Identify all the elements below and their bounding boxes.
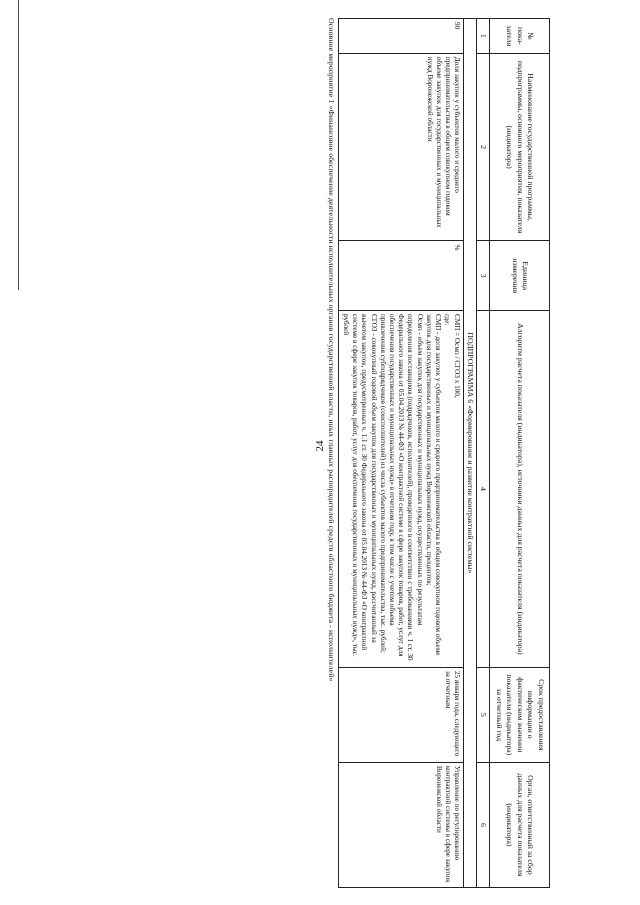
column-number: 2 [477, 53, 490, 241]
subprogram-title: ПОДПРОГРАММА 6 «Формирование и развитие контрактной системы» [464, 19, 477, 888]
indicator-algorithm [338, 310, 464, 667]
column-number: 3 [477, 241, 490, 311]
column-number: 6 [477, 762, 490, 887]
header-responsible: Орган, ответственный за сбор данных для расчета показателя (индикатора) [490, 762, 550, 887]
table-row [338, 19, 464, 888]
rotated-page-area [60, 18, 550, 888]
indicator-deadline: 25 января года, следующего за отчетным [338, 667, 464, 762]
document-table-container [60, 18, 550, 888]
indicator-name: Доля закупок у субъектов малого и среднего предпринимательства в общем совокупном годовом объеме закупок для государственных и муниципальных нужд Воронежской области [338, 53, 464, 241]
formula: СМП = Осмп / СГОЗ х 100, [453, 313, 462, 398]
column-number: 5 [477, 667, 490, 762]
indicator-unit: % [338, 241, 464, 311]
indicator-responsible: Управление по регулированию контрактной системы в сфере закупок Воронежской области [338, 762, 464, 887]
row-number: 90 [338, 19, 464, 54]
main-activity-line: Основное мероприятие 1 «Финансовое обеспечение деятельности исполнительных органов государственной власти, иных главных распорядителей средств областного бюджета - исполнителей» [326, 18, 336, 682]
definition-sgoz: СГОЗ - совокупный годовой объем закупок для государственных и муниципальных нужд, рассчитанный за вычетом закупок, предусмотренных ч. 1.1 ст. 30 Федерального закона от 05.04.2013 № 44-ФЗ «О контрактной системе в сфере закупок товаров, работ, услуг для обеспечения государственных и муниципальных нужд», тыс. рублей [341, 313, 378, 657]
page-number: 24 [314, 440, 326, 452]
column-number-row [477, 19, 490, 888]
header-unit: Единица измерения [490, 241, 550, 311]
subprogram-row [464, 19, 477, 888]
footer-divider [18, 0, 19, 290]
definition-smp: СМП - доля закупок у субъектов малого и среднего предпринимательства в общем совокупном годовом объеме закупок для государственных и муниципальных нужд Воронежской области, процентов; [424, 313, 443, 656]
column-number: 1 [477, 19, 490, 54]
header-row [490, 19, 550, 888]
header-name: Наименование государственной программы, подпрограммы, основного мероприятия, показателя (индикатора) [490, 53, 550, 241]
header-algorithm: Алгоритм расчета показателя (индикатора), источники данных для расчета показателя (индикатора) [490, 310, 550, 667]
definition-osmp: Осмп - объем закупок для государственных и муниципальных нужд, осуществленных по результатам определения поставщиков (подрядчиков, исполнителей), проведенного в соответствии с требованиями ч. 1 ст. 30 Федерального закона от 05.04.2013 № 44-ФЗ «О контрактной системе в сфере закупок товаров, работ, услуг для обеспечения государственных и муниципальных нужд» в отчетном году, в том числе с учетом объема привлечения субподрядчиков (соисполнителей) из числа субъектов малого предпринимательства, тыс. рублей; [378, 313, 424, 661]
column-number: 4 [477, 310, 490, 667]
header-indicator-number: № пока-зателя [490, 19, 550, 54]
header-deadline: Срок предоставления информации о фактическом значении показателя (индикатора) за отчетный год [490, 667, 550, 762]
formula-where: где: [443, 313, 452, 326]
indicators-table [338, 18, 550, 888]
